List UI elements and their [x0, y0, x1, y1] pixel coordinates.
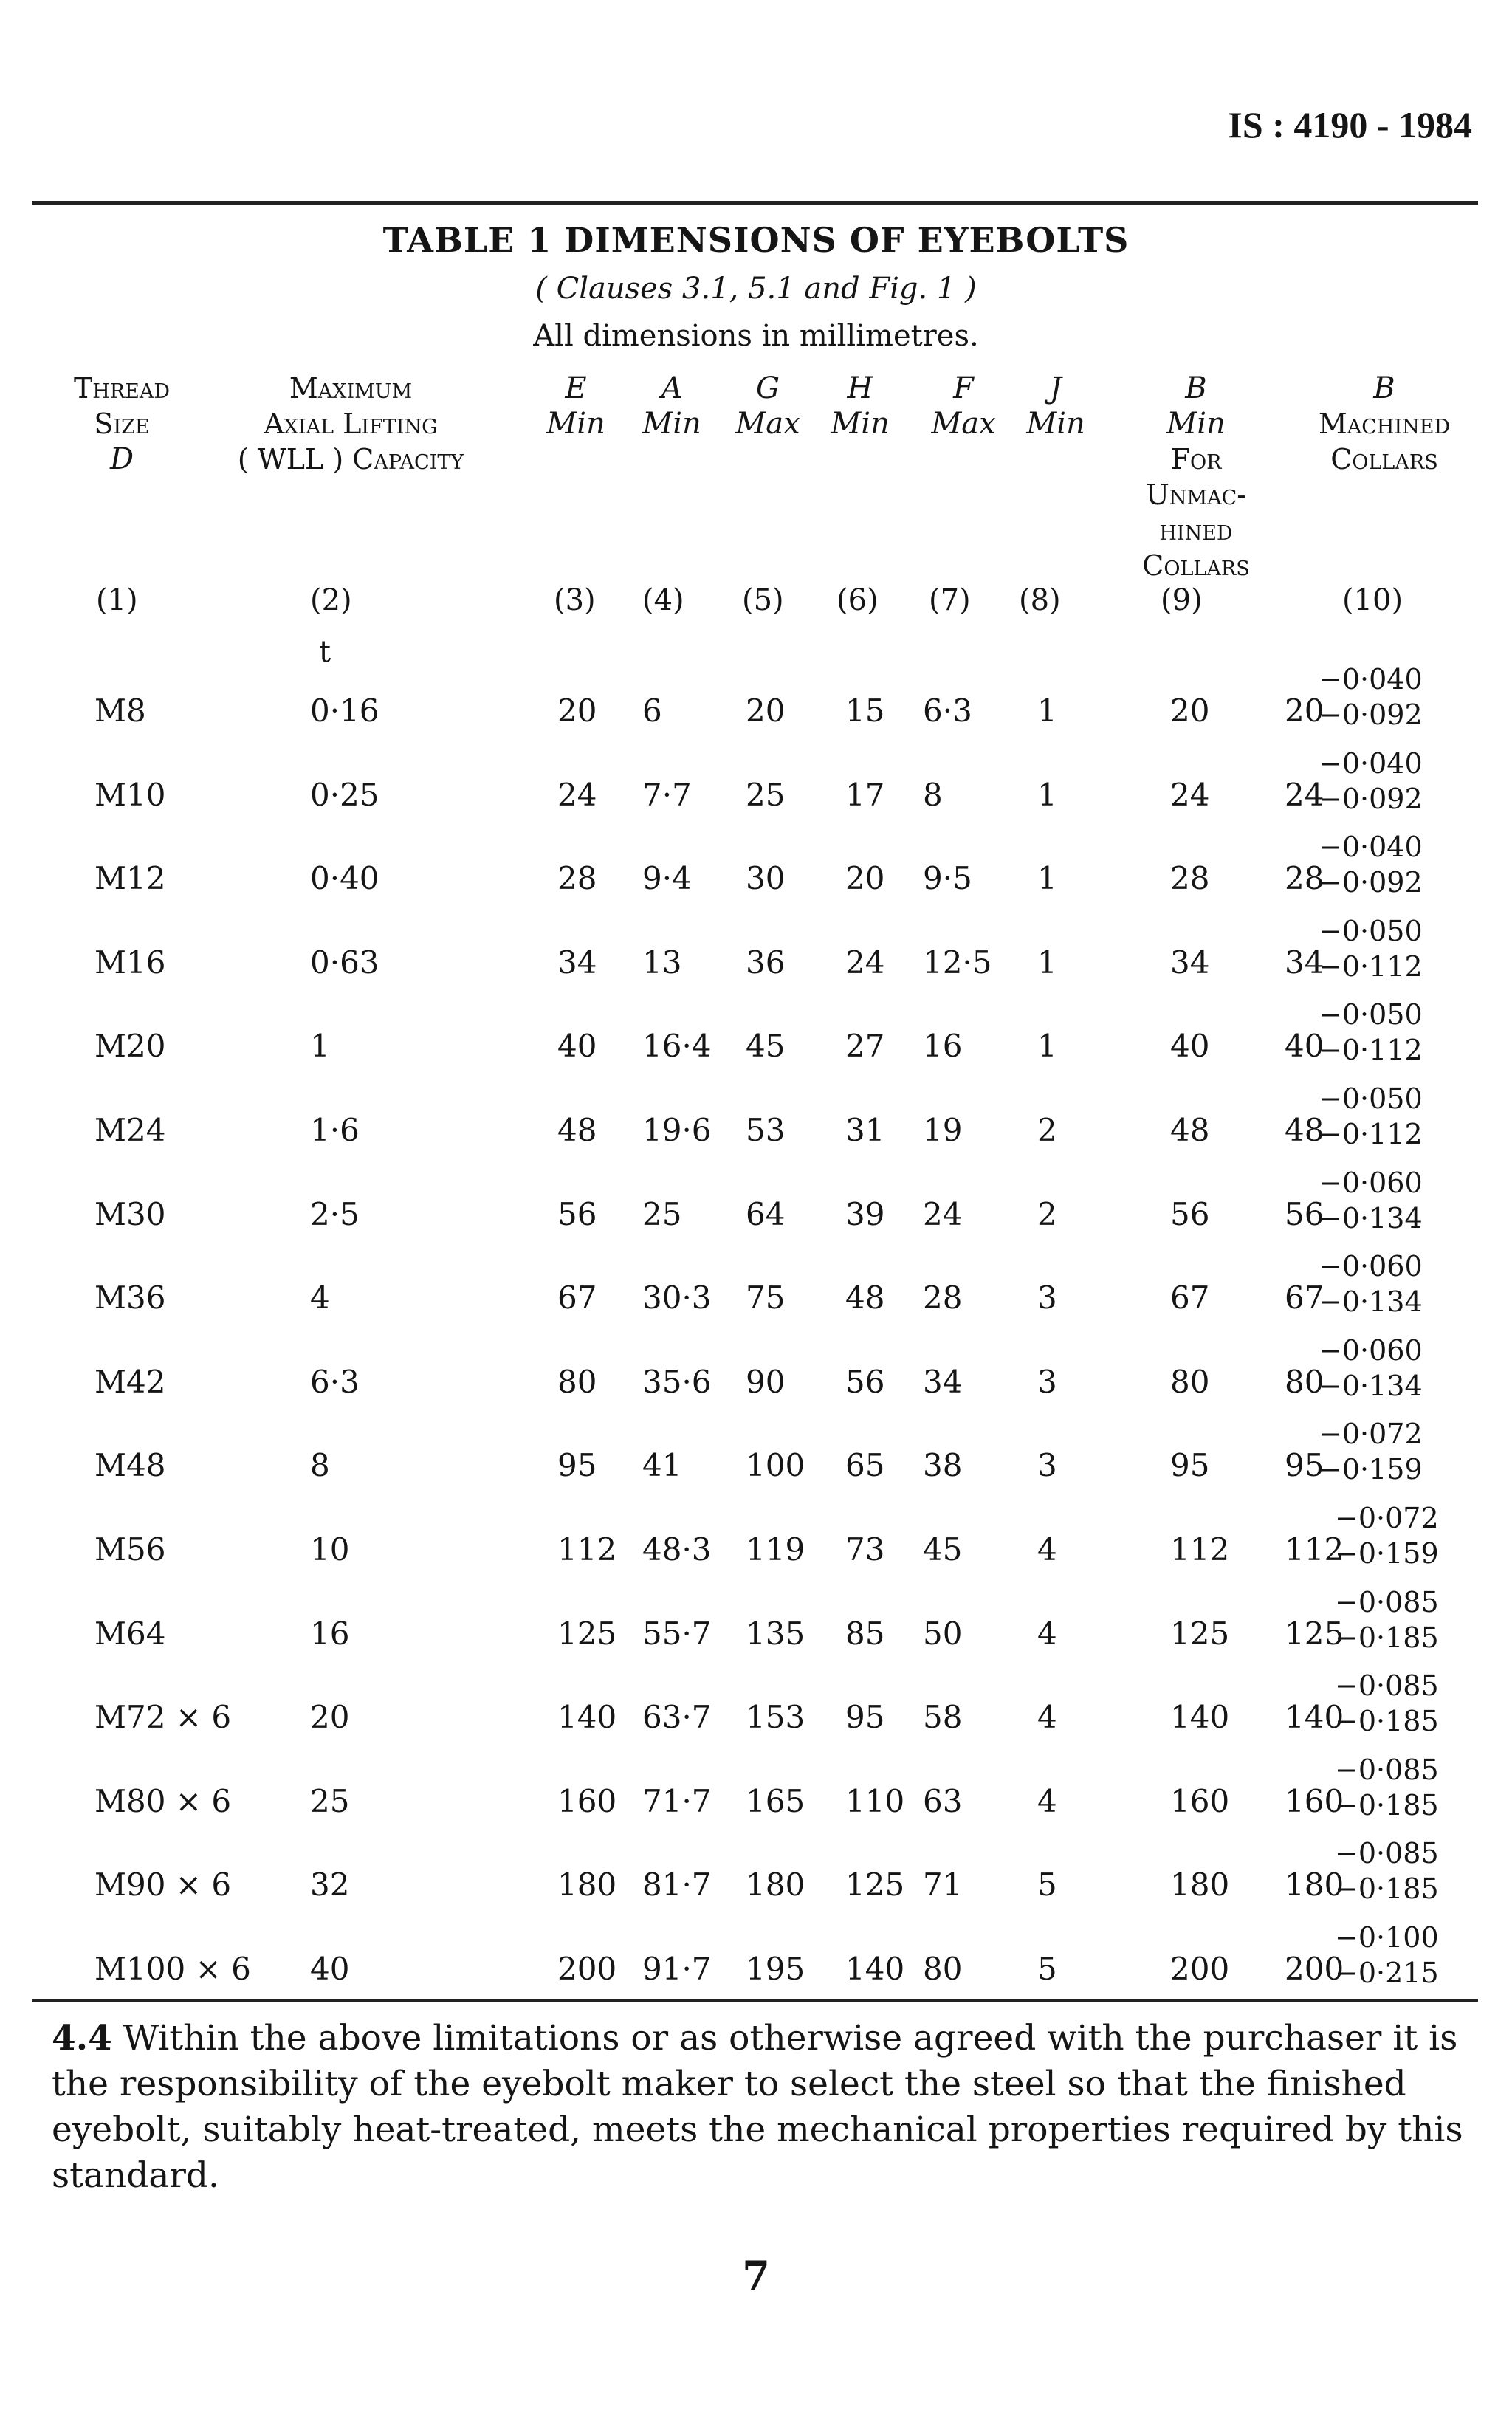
table-cell-bm: [1285, 1669, 1477, 1751]
tolerance-lower: −0·215: [1335, 1957, 1439, 1989]
tolerance-lower: −0·112: [1319, 1034, 1423, 1066]
table-cell-a: 25: [642, 1196, 682, 1232]
table-cell-h: 140: [845, 1951, 905, 1987]
table-cell-wll: 0·40: [310, 860, 379, 896]
table-cell-bm: [1285, 1334, 1477, 1415]
table-cell-bm: [1285, 1502, 1477, 1583]
tolerance-base: 200: [1285, 1951, 1344, 1987]
header-letter: H: [847, 371, 873, 405]
tolerance-upper: −0·072: [1319, 1418, 1423, 1450]
header-line: Collars: [1330, 443, 1438, 475]
header-line: For: [1170, 443, 1222, 475]
table-cell-wll: 0·16: [310, 693, 379, 729]
table-cell-f: 80: [923, 1951, 963, 1987]
table-cell-size: M10: [94, 777, 166, 813]
table-cell-size: M56: [94, 1531, 166, 1568]
table-cell-e: 24: [557, 777, 597, 813]
table-cell-h: 31: [845, 1112, 885, 1148]
table-title: TABLE 1 DIMENSIONS OF EYEBOLTS: [382, 220, 1130, 260]
header-b-machined: [1285, 371, 1484, 477]
table-cell-wll: 8: [310, 1447, 330, 1483]
table-cell-size: M100 × 6: [94, 1951, 251, 1987]
table-cell-wll: 4: [310, 1280, 330, 1316]
column-number: (3): [554, 583, 596, 617]
table-cell-a: 6: [642, 693, 662, 729]
tolerance-upper: −0·060: [1319, 1250, 1423, 1283]
table-cell-h: 27: [845, 1028, 885, 1064]
tolerance-lower: −0·185: [1335, 1705, 1439, 1737]
table-cell-e: 180: [557, 1867, 617, 1903]
table-cell-bm: [1285, 663, 1477, 744]
table-cell-j: 3: [1037, 1280, 1057, 1316]
table-cell-f: 38: [923, 1447, 963, 1483]
table-cell-a: 63·7: [642, 1699, 712, 1735]
tolerance-upper: −0·100: [1335, 1921, 1439, 1954]
tolerance-base: 67: [1285, 1280, 1324, 1316]
tolerance-upper: −0·085: [1335, 1754, 1439, 1786]
column-number: (5): [742, 583, 784, 617]
table-cell-bm: [1285, 1921, 1477, 2002]
tolerance-lower: −0·112: [1319, 950, 1423, 983]
tolerance-lower: −0·185: [1335, 1789, 1439, 1822]
tolerance-lower: −0·185: [1335, 1872, 1439, 1905]
tolerance-base: 112: [1285, 1531, 1344, 1568]
tolerance-lower: −0·112: [1319, 1118, 1423, 1150]
column-number: (2): [310, 583, 352, 617]
tolerance-lower: −0·134: [1319, 1285, 1423, 1318]
header-b-unmachined: [1107, 371, 1285, 583]
table-cell-wll: 40: [310, 1951, 350, 1987]
header-line: Axial Lifting: [264, 408, 438, 440]
tolerance-lower: −0·134: [1319, 1370, 1423, 1402]
table-cell-wll: 6·3: [310, 1364, 360, 1400]
table-cell-bm: [1285, 1837, 1477, 1918]
header-qual: Min: [1026, 407, 1085, 441]
table-cell-e: 28: [557, 860, 597, 896]
table-cell-f: 12·5: [923, 944, 992, 981]
table-cell-g: 100: [746, 1447, 805, 1483]
header-f: [923, 371, 1004, 442]
tolerance-upper: −0·040: [1319, 663, 1423, 696]
table-cell-h: 65: [845, 1447, 885, 1483]
table-cell-b: 200: [1170, 1951, 1230, 1987]
table-cell-j: 1: [1037, 860, 1057, 896]
table-cell-j: 2: [1037, 1196, 1057, 1232]
table-cell-h: 125: [845, 1867, 905, 1903]
table-cell-f: 9·5: [923, 860, 972, 896]
header-qual: Min: [546, 407, 605, 441]
table-cell-b: 160: [1170, 1783, 1230, 1819]
table-cell-b: 40: [1170, 1028, 1210, 1064]
tolerance-base: 95: [1285, 1447, 1324, 1483]
tolerance-upper: −0·050: [1319, 998, 1423, 1031]
table-cell-a: 30·3: [642, 1280, 712, 1316]
header-letter: A: [661, 371, 683, 405]
tolerance-upper: −0·060: [1319, 1167, 1423, 1199]
table-cell-g: 36: [746, 944, 786, 981]
standard-code: IS : 4190 - 1984: [1228, 104, 1472, 145]
table-cell-bm: [1285, 1418, 1477, 1499]
header-qual: Max: [931, 407, 996, 441]
header-line: Collars: [1142, 549, 1250, 582]
table-cell-b: 24: [1170, 777, 1210, 813]
table-cell-bm: [1285, 747, 1477, 828]
column-number: (10): [1342, 583, 1403, 617]
table-cell-g: 90: [746, 1364, 786, 1400]
table-cell-wll: 20: [310, 1699, 350, 1735]
table-cell-a: 19·6: [642, 1112, 712, 1148]
table-cell-j: 1: [1037, 944, 1057, 981]
header-g: [727, 371, 808, 442]
header-j: [1019, 371, 1093, 442]
header-line: Maximum: [289, 372, 413, 405]
table-cell-bm: [1285, 1082, 1477, 1164]
table-cell-b: 180: [1170, 1867, 1230, 1903]
header-letter: G: [756, 371, 780, 405]
capacity-unit: t: [319, 635, 331, 669]
table-cell-b: 140: [1170, 1699, 1230, 1735]
tolerance-upper: −0·085: [1335, 1586, 1439, 1618]
tolerance-lower: −0·134: [1319, 1202, 1423, 1235]
table-cell-f: 50: [923, 1616, 963, 1652]
clause-number: 4.4: [52, 2018, 112, 2059]
header-letter: E: [565, 371, 587, 405]
table-cell-f: 24: [923, 1196, 963, 1232]
tolerance-lower: −0·092: [1319, 866, 1423, 899]
top-rule: [32, 201, 1478, 205]
tolerance-base: 28: [1285, 860, 1324, 896]
header-qual: Max: [735, 407, 800, 441]
tolerance-lower: −0·159: [1319, 1453, 1423, 1486]
tolerance-lower: −0·159: [1335, 1537, 1439, 1570]
table-cell-j: 4: [1037, 1699, 1057, 1735]
table-cell-h: 85: [845, 1616, 885, 1652]
header-line: Machined: [1318, 408, 1451, 440]
table-cell-size: M36: [94, 1280, 166, 1316]
table-cell-g: 119: [746, 1531, 805, 1568]
table-cell-g: 30: [746, 860, 786, 896]
table-cell-e: 140: [557, 1699, 617, 1735]
table-cell-h: 20: [845, 860, 885, 896]
table-cell-e: 56: [557, 1196, 597, 1232]
header-capacity: [177, 371, 524, 477]
table-cell-wll: 0·25: [310, 777, 379, 813]
table-cell-a: 71·7: [642, 1783, 712, 1819]
tolerance-lower: −0·092: [1319, 698, 1423, 731]
units-note: All dimensions in millimetres.: [533, 319, 979, 353]
header-a: [635, 371, 709, 442]
table-cell-b: 48: [1170, 1112, 1210, 1148]
tolerance-lower: −0·185: [1335, 1621, 1439, 1654]
table-cell-f: 8: [923, 777, 943, 813]
table-cell-a: 35·6: [642, 1364, 712, 1400]
header-line: hined: [1159, 514, 1233, 546]
table-cell-e: 34: [557, 944, 597, 981]
table-cell-g: 45: [746, 1028, 786, 1064]
tolerance-base: 48: [1285, 1112, 1324, 1148]
table-cell-b: 20: [1170, 693, 1210, 729]
table-cell-size: M48: [94, 1447, 166, 1483]
tolerance-upper: −0·060: [1319, 1334, 1423, 1367]
table-cell-j: 1: [1037, 777, 1057, 813]
table-cell-f: 71: [923, 1867, 963, 1903]
table-cell-size: M42: [94, 1364, 166, 1400]
table-cell-a: 16·4: [642, 1028, 712, 1064]
header-qual: Min: [642, 407, 701, 441]
table-cell-h: 48: [845, 1280, 885, 1316]
header-line: B: [1185, 371, 1207, 405]
table-cell-j: 4: [1037, 1531, 1057, 1568]
table-cell-bm: [1285, 915, 1477, 996]
clause-paragraph: [52, 2016, 1469, 2199]
table-cell-a: 7·7: [642, 777, 692, 813]
header-line: ( WLL ) Capacity: [237, 443, 464, 475]
tolerance-base: 34: [1285, 944, 1324, 981]
table-cell-e: 40: [557, 1028, 597, 1064]
table-cell-h: 17: [845, 777, 885, 813]
table-cell-a: 48·3: [642, 1531, 712, 1568]
tolerance-upper: −0·085: [1335, 1837, 1439, 1869]
tolerance-base: 140: [1285, 1699, 1344, 1735]
bottom-rule: [32, 1999, 1478, 2002]
table-cell-j: 3: [1037, 1447, 1057, 1483]
tolerance-base: 180: [1285, 1867, 1344, 1903]
tolerance-base: 160: [1285, 1783, 1344, 1819]
table-cell-size: M90 × 6: [94, 1867, 232, 1903]
table-cell-size: M20: [94, 1028, 166, 1064]
table-cell-a: 81·7: [642, 1867, 712, 1903]
table-cell-size: M24: [94, 1112, 166, 1148]
table-cell-g: 195: [746, 1951, 805, 1987]
table-cell-j: 5: [1037, 1951, 1057, 1987]
tolerance-base: 80: [1285, 1364, 1324, 1400]
tolerance-base: 20: [1285, 693, 1324, 729]
tolerance-base: 125: [1285, 1616, 1344, 1652]
tolerance-lower: −0·092: [1319, 783, 1423, 815]
table-cell-b: 95: [1170, 1447, 1210, 1483]
header-line: Size: [94, 408, 150, 440]
table-cell-e: 80: [557, 1364, 597, 1400]
header-line: Min: [1166, 407, 1226, 441]
table-cell-f: 45: [923, 1531, 963, 1568]
header-h: [823, 371, 897, 442]
table-cell-wll: 32: [310, 1867, 350, 1903]
header-letter: F: [953, 371, 974, 405]
tolerance-base: 40: [1285, 1028, 1324, 1064]
page-number: 7: [742, 2252, 770, 2299]
table-cell-b: 28: [1170, 860, 1210, 896]
tolerance-upper: −0·040: [1319, 831, 1423, 863]
table-cell-a: 9·4: [642, 860, 692, 896]
table-cell-b: 80: [1170, 1364, 1210, 1400]
table-cell-h: 95: [845, 1699, 885, 1735]
table-cell-g: 25: [746, 777, 786, 813]
table-cell-e: 112: [557, 1531, 617, 1568]
table-cell-wll: 2·5: [310, 1196, 360, 1232]
table-cell-size: M12: [94, 860, 166, 896]
table-cell-b: 125: [1170, 1616, 1230, 1652]
table-cell-wll: 1·6: [310, 1112, 360, 1148]
table-cell-bm: [1285, 1250, 1477, 1331]
table-cell-wll: 25: [310, 1783, 350, 1819]
header-thread-size: [52, 371, 192, 477]
tolerance-base: 24: [1285, 777, 1324, 813]
table-cell-wll: 1: [310, 1028, 330, 1064]
table-cell-f: 6·3: [923, 693, 972, 729]
table-cell-e: 20: [557, 693, 597, 729]
table-cell-f: 19: [923, 1112, 963, 1148]
table-cell-f: 34: [923, 1364, 963, 1400]
table-cell-j: 4: [1037, 1783, 1057, 1819]
table-cell-j: 2: [1037, 1112, 1057, 1148]
table-cell-g: 165: [746, 1783, 805, 1819]
header-line: Unmac-: [1145, 478, 1247, 511]
table-cell-wll: 10: [310, 1531, 350, 1568]
table-cell-g: 20: [746, 693, 786, 729]
table-cell-e: 200: [557, 1951, 617, 1987]
table-cell-bm: [1285, 1167, 1477, 1248]
table-clauses: ( Clauses 3.1, 5.1 and Fig. 1 ): [535, 272, 977, 306]
table-cell-h: 15: [845, 693, 885, 729]
table-cell-wll: 16: [310, 1616, 350, 1652]
table-cell-e: 95: [557, 1447, 597, 1483]
column-number: (9): [1161, 583, 1203, 617]
table-cell-j: 5: [1037, 1867, 1057, 1903]
table-cell-g: 153: [746, 1699, 805, 1735]
table-cell-f: 16: [923, 1028, 963, 1064]
table-cell-bm: [1285, 1754, 1477, 1835]
table-cell-h: 24: [845, 944, 885, 981]
table-cell-g: 135: [746, 1616, 805, 1652]
table-cell-h: 56: [845, 1364, 885, 1400]
table-cell-b: 34: [1170, 944, 1210, 981]
table-cell-h: 110: [845, 1783, 905, 1819]
table-cell-e: 67: [557, 1280, 597, 1316]
table-cell-h: 73: [845, 1531, 885, 1568]
tolerance-upper: −0·072: [1335, 1502, 1439, 1534]
table-cell-e: 160: [557, 1783, 617, 1819]
table-cell-bm: [1285, 831, 1477, 912]
table-cell-b: 56: [1170, 1196, 1210, 1232]
header-qual: Min: [831, 407, 890, 441]
tolerance-upper: −0·050: [1319, 915, 1423, 947]
table-cell-e: 48: [557, 1112, 597, 1148]
tolerance-base: 56: [1285, 1196, 1324, 1232]
column-number: (4): [642, 583, 684, 617]
table-cell-b: 67: [1170, 1280, 1210, 1316]
table-cell-h: 39: [845, 1196, 885, 1232]
table-cell-j: 4: [1037, 1616, 1057, 1652]
table-cell-size: M16: [94, 944, 166, 981]
table-cell-wll: 0·63: [310, 944, 379, 981]
table-cell-a: 91·7: [642, 1951, 712, 1987]
header-line: Thread: [73, 372, 171, 405]
column-number: (7): [929, 583, 971, 617]
table-cell-size: M30: [94, 1196, 166, 1232]
table-cell-b: 112: [1170, 1531, 1230, 1568]
tolerance-upper: −0·050: [1319, 1082, 1423, 1115]
table-cell-size: M8: [94, 693, 146, 729]
table-cell-bm: [1285, 1586, 1477, 1667]
table-cell-j: 1: [1037, 1028, 1057, 1064]
table-cell-f: 28: [923, 1280, 963, 1316]
table-cell-e: 125: [557, 1616, 617, 1652]
clause-text: Within the above limitations or as otherwise agreed with the purchaser it is the responsibility of the eyebolt maker to select the steel so that the finished eyebolt, suitably heat-treated, meets the mechanical properties required by this standard.: [52, 2018, 1463, 2196]
table-cell-size: M80 × 6: [94, 1783, 232, 1819]
column-number: (1): [96, 583, 138, 617]
tolerance-upper: −0·085: [1335, 1669, 1439, 1702]
table-cell-f: 63: [923, 1783, 963, 1819]
table-cell-a: 13: [642, 944, 682, 981]
header-e: [539, 371, 613, 442]
column-number: (6): [836, 583, 879, 617]
tolerance-upper: −0·040: [1319, 747, 1423, 780]
header-letter: J: [1049, 371, 1062, 405]
table-cell-a: 55·7: [642, 1616, 712, 1652]
table-cell-g: 180: [746, 1867, 805, 1903]
header-line: B: [1373, 371, 1395, 405]
column-number: (8): [1019, 583, 1061, 617]
table-cell-size: M72 × 6: [94, 1699, 232, 1735]
table-cell-bm: [1285, 998, 1477, 1079]
table-cell-g: 53: [746, 1112, 786, 1148]
table-cell-j: 1: [1037, 693, 1057, 729]
table-cell-j: 3: [1037, 1364, 1057, 1400]
table-cell-a: 41: [642, 1447, 682, 1483]
header-line: D: [109, 442, 134, 476]
table-cell-f: 58: [923, 1699, 963, 1735]
table-cell-g: 64: [746, 1196, 786, 1232]
table-cell-size: M64: [94, 1616, 166, 1652]
table-cell-g: 75: [746, 1280, 786, 1316]
